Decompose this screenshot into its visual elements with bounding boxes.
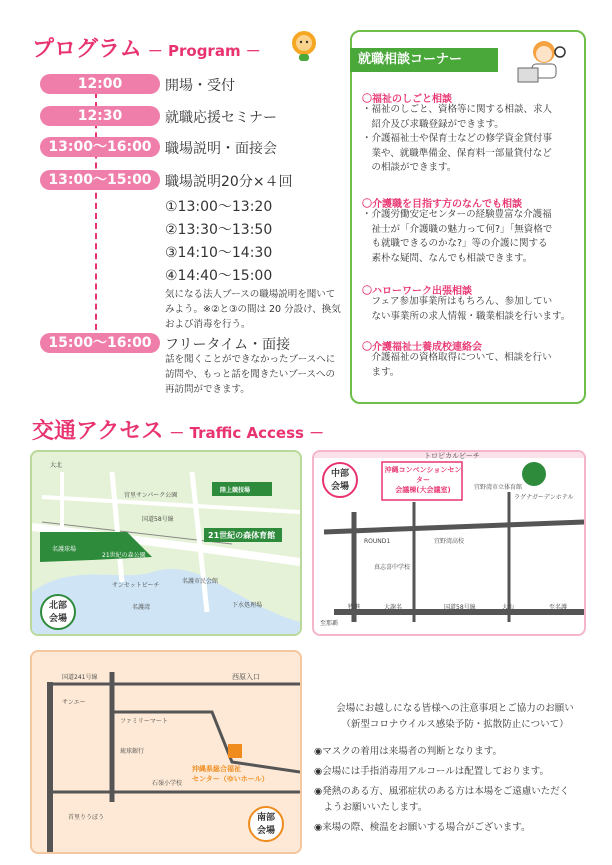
venue-line: 沖縄県総合福祉 bbox=[192, 765, 241, 773]
program-item: 職場説明・面接会 bbox=[165, 141, 277, 157]
program-title-en: － Program － bbox=[147, 42, 261, 60]
north-map bbox=[30, 450, 302, 636]
map-label: 名護湾 bbox=[132, 604, 151, 611]
map-label: 宜野湾高校 bbox=[434, 538, 465, 545]
note-line: 気になる法人ブースの職場説明を聞いて bbox=[165, 289, 336, 300]
consult-section-body bbox=[362, 295, 580, 324]
notice-item: ようお願いいたします。 bbox=[314, 802, 428, 813]
time-badge: 12:30 bbox=[40, 106, 160, 126]
body-line: の相談ができます。 bbox=[362, 162, 457, 173]
time-badge: 12:00 bbox=[40, 74, 160, 94]
south-venue-badge bbox=[248, 806, 284, 842]
access-title bbox=[32, 414, 324, 445]
consult-section-title: 〇福祉のしごと相談 bbox=[362, 94, 452, 105]
map-label: ラグナガーデンホテル bbox=[514, 494, 574, 501]
badge-line: 会場 bbox=[330, 482, 349, 492]
map-label: 名護球場 bbox=[52, 546, 77, 553]
south-map bbox=[30, 650, 302, 854]
map-label: 大山 bbox=[502, 604, 515, 611]
body-line: 介護福祉の資格取得について、相談を行い bbox=[362, 352, 552, 363]
map-label: 西原入口 bbox=[232, 673, 260, 681]
badge-line: 会場 bbox=[48, 614, 67, 624]
central-venue-badge bbox=[322, 462, 358, 498]
note-line: 訪問や、もっと話を聞きたいブースへの bbox=[165, 369, 336, 380]
note-line: 話を聞くことができなかったブースへに bbox=[165, 354, 336, 365]
program-item: 職場説明20分×４回 bbox=[165, 174, 293, 190]
body-line: フェア参加事業所はもちろん、参加してい bbox=[362, 296, 553, 307]
venue-line: センター（ゆいホール） bbox=[192, 775, 269, 783]
south-venue-label bbox=[192, 764, 269, 784]
body-line: ます。 bbox=[362, 366, 400, 378]
consult-section-title: 〇介護職を目指す方のなんでも相談 bbox=[362, 199, 522, 210]
central-map bbox=[312, 450, 586, 636]
badge-line: 中部 bbox=[330, 469, 349, 479]
map-label: サンセットビーチ bbox=[112, 582, 160, 589]
map-label: 首里りうぼう bbox=[68, 814, 105, 821]
program-item: フリータイム・面接 bbox=[165, 337, 291, 353]
map-label: 大謝名 bbox=[384, 604, 403, 611]
session-time: ④14:40～15:00 bbox=[165, 268, 273, 284]
badge-line: 北部 bbox=[48, 601, 67, 611]
map-label: サンエー bbox=[62, 699, 86, 706]
note-line: みよう。※②と③の間は 20 分設け、換気 bbox=[165, 304, 341, 315]
notice-item: ◉会場には手指消毒用アルコールは配置しております。 bbox=[314, 766, 549, 777]
badge-line: 南部 bbox=[256, 813, 275, 823]
map-label: 牧港 bbox=[348, 604, 361, 611]
map-label: 宜野湾市立体育館 bbox=[474, 484, 523, 491]
map-label: 至名護 bbox=[549, 604, 568, 611]
consult-section-title: 〇ハローワーク出張相談 bbox=[362, 286, 472, 297]
map-label: 国道58号線 bbox=[444, 604, 476, 611]
consult-section-body bbox=[362, 208, 580, 266]
session-time: ③14:10～14:30 bbox=[165, 245, 273, 261]
map-label: 陸上競技場 bbox=[220, 487, 251, 494]
session-note bbox=[165, 287, 345, 332]
access-title-ja: 交通アクセス bbox=[32, 419, 164, 444]
time-badge: 15:00～16:00 bbox=[40, 333, 160, 353]
map-label: 下水処理場 bbox=[232, 602, 263, 609]
program-item: 就職応援セミナー bbox=[165, 110, 277, 126]
badge-line: 会場 bbox=[256, 826, 275, 836]
note-line: および消毒を行う。 bbox=[165, 319, 251, 330]
map-label: 宮里サンパーク公園 bbox=[124, 492, 178, 499]
map-label: 国道241号線 bbox=[62, 674, 98, 681]
consult-section-title: 〇介護福祉士養成校連絡会 bbox=[362, 342, 482, 353]
map-label: 石嶺小学校 bbox=[152, 780, 183, 787]
notice-item: ◉発熱のある方、風邪症状のある方は本場をご遠慮いただく bbox=[314, 786, 570, 797]
access-title-en: － Traffic Access － bbox=[169, 424, 325, 442]
free-note bbox=[165, 352, 345, 397]
body-line: 祉士が「介護職の魅力って何?」「無資格で bbox=[362, 223, 553, 235]
notice-item: ◉来場の際、検温をお願いする場合がございます。 bbox=[314, 822, 531, 833]
lion-mascot-icon bbox=[290, 30, 318, 62]
body-line: も就職できるのかな?」等の介護に関する bbox=[362, 238, 548, 249]
map-label: 国道58号線 bbox=[142, 516, 174, 523]
map-label: 至那覇 bbox=[320, 620, 339, 627]
timeline-line bbox=[95, 92, 97, 350]
body-line: 業や、就職準備金、保育料一部量貸付など bbox=[362, 147, 552, 159]
central-venue-label bbox=[384, 465, 462, 495]
consult-title: 就職相談コーナー bbox=[350, 48, 498, 72]
time-badge: 13:00～15:00 bbox=[40, 170, 160, 190]
map-label: ROUND1 bbox=[364, 538, 391, 545]
consult-section-body bbox=[362, 351, 580, 380]
consultant-illustration-icon bbox=[510, 36, 572, 88]
session-time: ①13:00～13:20 bbox=[165, 199, 273, 215]
consult-section-body bbox=[362, 103, 580, 176]
north-venue-badge bbox=[40, 594, 76, 630]
body-line: 紹介及び求職登録ができます。 bbox=[362, 118, 504, 130]
body-line: ・介護福祉士や保育士などの修学資金貸付事 bbox=[362, 133, 553, 144]
program-title bbox=[32, 32, 261, 63]
time-badge: 13:00～16:00 bbox=[40, 137, 160, 157]
map-label: 真志喜中学校 bbox=[374, 564, 411, 571]
program-item: 開場・受付 bbox=[165, 78, 235, 94]
map-label: 名護市民会館 bbox=[182, 578, 219, 585]
venue-line: 沖縄コンベンションセンター bbox=[384, 466, 462, 484]
notice-heading: 会場にお越しになる皆様への注意事項とご協力のお願い bbox=[336, 703, 574, 714]
body-line: ・福祉のしごと、資格等に関する相談、求人 bbox=[362, 104, 553, 115]
venue-line: 会議棟(大会議室) bbox=[395, 486, 451, 494]
map-label: トロピカルビーチ bbox=[424, 452, 480, 460]
map-label: ファミリーマート bbox=[120, 718, 168, 725]
north-venue-label: 21世紀の森体育館 bbox=[208, 531, 276, 540]
notice-subheading: （新型コロナウイルス感染予防・拡散防止について） bbox=[341, 719, 569, 730]
body-line: ない事業所の求人情報・職業相談を行います。 bbox=[362, 310, 571, 322]
map-label: 大北 bbox=[50, 462, 63, 469]
program-title-ja: プログラム bbox=[32, 37, 142, 62]
map-label: 21世紀の森公園 bbox=[102, 552, 146, 559]
notice-item: ◉マスクの着用は来場者の判断となります。 bbox=[314, 746, 503, 757]
note-line: 再訪問ができます。 bbox=[165, 384, 250, 395]
map-label: 琉球銀行 bbox=[120, 748, 145, 755]
session-time: ②13:30～13:50 bbox=[165, 222, 273, 238]
body-line: 素朴な疑問、なんでも相談できます。 bbox=[362, 252, 533, 264]
body-line: ・介護労働安定センターの経験豊富な介護福 bbox=[362, 209, 552, 220]
